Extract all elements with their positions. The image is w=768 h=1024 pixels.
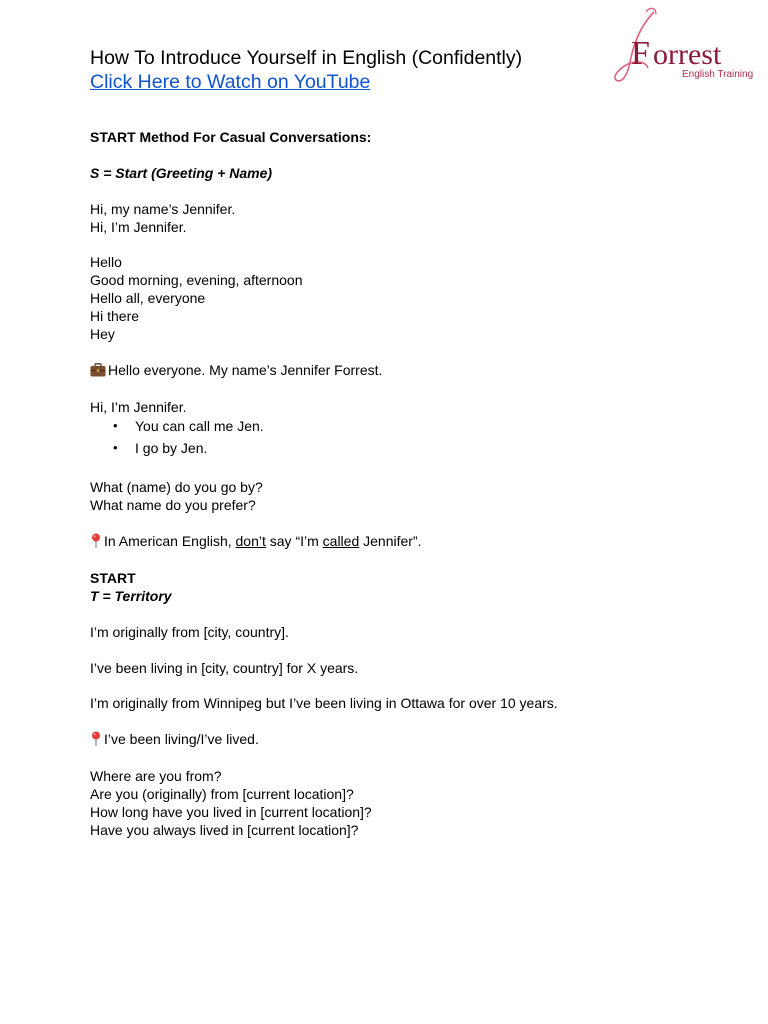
t-example-3: I’m originally from Winnipeg but I’ve been living in Ottawa for over 10 years. (90, 695, 558, 711)
start-label: START (90, 570, 136, 586)
forrest-logo-graphic (612, 4, 762, 88)
bullet-marker: • (113, 440, 118, 455)
svg-text:F: F (631, 35, 650, 72)
note-lived-text: I’ve been living/I’ve lived. (104, 731, 259, 747)
greeting-item: Hello (90, 254, 122, 270)
svg-text:orrest: orrest (653, 38, 722, 71)
svg-text:English Training: English Training (682, 69, 754, 80)
note-called-part1: In American English, (104, 533, 236, 549)
business-example-line (90, 361, 382, 381)
note-called-line (90, 532, 422, 552)
location-question: Are you (originally) from [current location]? (90, 786, 354, 802)
section-heading: START Method For Casual Conversations: (90, 129, 372, 145)
t-heading: T = Territory (90, 588, 172, 604)
location-question: Have you always lived in [current location]? (90, 822, 359, 838)
greeting-item: Hi there (90, 308, 140, 324)
note-dont: don’t (235, 533, 266, 549)
note-lived-line (90, 730, 259, 750)
pushpin-icon (90, 731, 102, 750)
document-title: How To Introduce Yourself in English (Confidently) (90, 47, 523, 69)
greeting-item: Hey (90, 326, 115, 342)
nickname-intro: Hi, I’m Jennifer. (90, 399, 187, 415)
nickname-bullet: You can call me Jen. (135, 418, 264, 434)
t-example-1: I’m originally from [city, country]. (90, 624, 289, 640)
note-called-part2: say “I’m (265, 533, 323, 549)
name-question: What (name) do you go by? (90, 479, 263, 495)
nickname-bullet: I go by Jen. (135, 440, 208, 456)
s-heading: S = Start (Greeting + Name) (90, 165, 273, 181)
note-called-part3: Jennifer”. (359, 533, 422, 549)
pushpin-icon (90, 533, 102, 552)
note-called-word: called (322, 533, 360, 549)
s-example-2: Hi, I’m Jennifer. (90, 219, 187, 235)
briefcase-icon (90, 363, 106, 381)
location-question: Where are you from? (90, 768, 222, 784)
greeting-item: Good morning, evening, afternoon (90, 272, 303, 288)
youtube-link[interactable]: Click Here to Watch on YouTube (90, 71, 371, 93)
location-question: How long have you lived in [current location]? (90, 804, 372, 820)
s-example-1: Hi, my name’s Jennifer. (90, 201, 236, 217)
bullet-marker: • (113, 418, 118, 433)
forrest-logo (612, 4, 762, 88)
business-example-text: Hello everyone. My name’s Jennifer Forrest. (108, 362, 383, 378)
name-question: What name do you prefer? (90, 497, 256, 513)
greeting-item: Hello all, everyone (90, 290, 206, 306)
t-example-2: I’ve been living in [city, country] for X years. (90, 660, 359, 676)
